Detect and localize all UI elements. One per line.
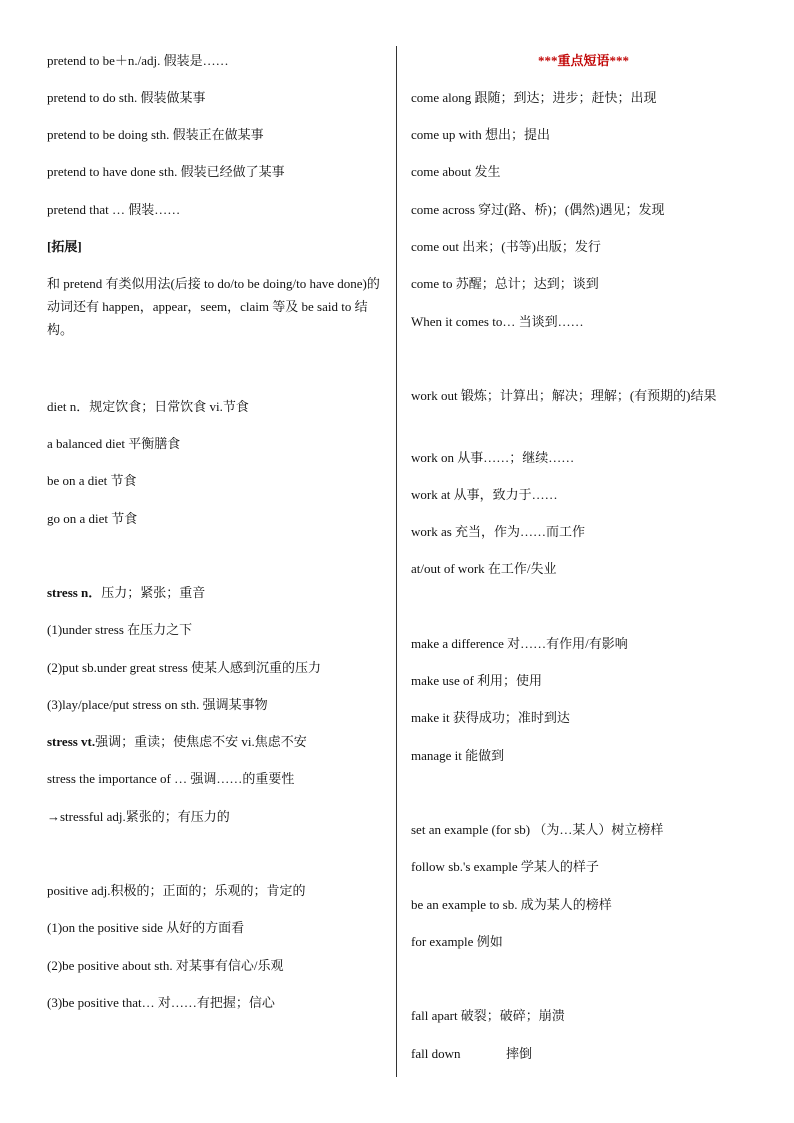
definition: 压力；紧张；重音	[101, 585, 206, 600]
section-heading: ***重点短语***	[537, 53, 629, 68]
text-line: come about 发生	[411, 164, 501, 179]
text-line: (2)be positive about sth. 对某事有信心/乐观	[47, 958, 284, 973]
text-line: pretend to be doing sth. 假装正在做某事	[47, 127, 264, 142]
text-line: come up with 想出；提出	[411, 127, 551, 142]
paragraph: 和 pretend 有类似用法(后接 to do/to be doing/to have done)的动词还有 happen，appear，seem，claim 等及 be said to 结构。	[47, 276, 380, 337]
text-line: pretend to have done sth. 假装已经做了某事	[47, 164, 285, 179]
text-line: (1)on the positive side 从好的方面看	[47, 920, 245, 935]
text-line: When it comes to… 当谈到……	[411, 314, 584, 329]
column-divider	[396, 46, 397, 1077]
text-line: make a difference 对……有作用/有影响	[411, 636, 628, 651]
text-line: (2)put sb.under great stress 使某人感到沉重的压力	[47, 660, 322, 675]
text-line: set an example (for sb) （为…某人）树立榜样	[411, 822, 664, 837]
text-line: work out 锻炼；计算出；解决；理解；(有预期的)结果	[411, 388, 717, 403]
text-line: stress the importance of … 强调……的重要性	[47, 771, 295, 786]
text-line	[47, 730, 387, 753]
text-line: manage it 能做到	[411, 748, 505, 763]
text-line: go on a diet 节食	[47, 511, 138, 526]
text-line: diet n．规定饮食；日常饮食 vi.节食	[47, 399, 249, 414]
text-line: work at 从事，致力于……	[411, 487, 558, 502]
text-line: →stressful adj.紧张的；有压力的	[47, 809, 230, 824]
text-line: follow sb.'s example 学某人的样子	[411, 859, 599, 874]
text-line: be on a diet 节食	[47, 473, 137, 488]
definition: 强调；重读；使焦虑不安 vi.焦虑不安	[95, 734, 307, 749]
text-line: (1)under stress 在压力之下	[47, 622, 193, 637]
text-line: make use of 利用；使用	[411, 673, 543, 688]
text-line: fall down 摔倒	[411, 1046, 532, 1061]
text-line: come to 苏醒；总计；达到；谈到	[411, 276, 599, 291]
text-line: (3)be positive that… 对……有把握；信心	[47, 995, 275, 1010]
text-line: work on 从事……；继续……	[411, 450, 575, 465]
text-line: work as 充当，作为……而工作	[411, 524, 586, 539]
text-line: a balanced diet 平衡膳食	[47, 436, 181, 451]
text-line: positive adj.积极的；正面的；乐观的；肯定的	[47, 883, 306, 898]
text-line: (3)lay/place/put stress on sth. 强调某事物	[47, 697, 268, 712]
text-line: make it 获得成功；准时到达	[411, 710, 570, 725]
section-label: [拓展]	[47, 239, 82, 254]
text-line: come along 跟随；到达；进步；赶快；出现	[411, 90, 657, 105]
text-line: fall apart 破裂；破碎；崩溃	[411, 1008, 565, 1023]
text-line: be an example to sb. 成为某人的榜样	[411, 897, 612, 912]
text-line: come across 穿过(路、桥)；(偶然)遇见；发现	[411, 202, 665, 217]
term: stress n．	[47, 585, 102, 600]
text-line: pretend that … 假装……	[47, 202, 181, 217]
text-line: for example 例如	[411, 934, 503, 949]
text-line: pretend to be＋n./adj. 假装是……	[47, 53, 229, 68]
text-line: at/out of work 在工作/失业	[411, 561, 557, 576]
text-line: come out 出来；(书等)出版；发行	[411, 239, 601, 254]
term: stress vt.	[47, 734, 96, 749]
text-line	[47, 581, 387, 604]
text-line: pretend to do sth. 假装做某事	[47, 90, 206, 105]
